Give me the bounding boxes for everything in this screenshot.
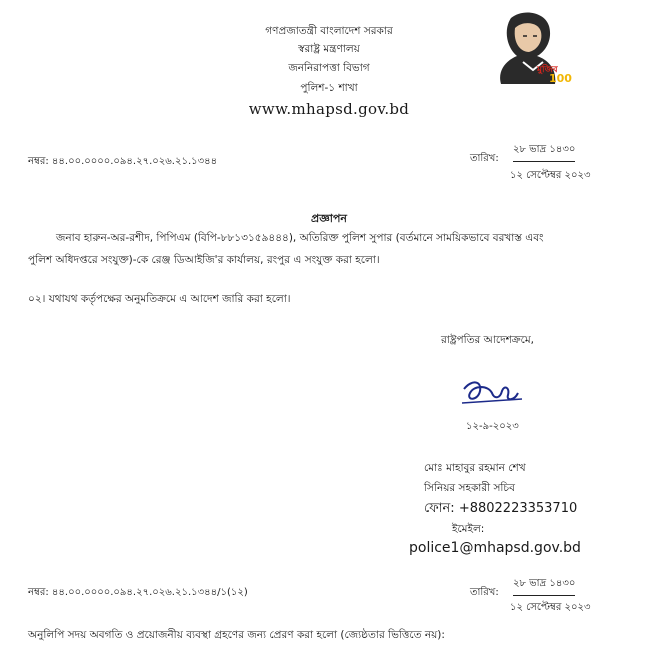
date-english: ১২ সেপ্টেম্বর ২০২৩ — [510, 170, 591, 181]
copy-date-bangla: ২৮ ভাদ্র ১৪৩০ — [513, 576, 575, 596]
website-link[interactable]: www.mhapsd.gov.bd — [248, 100, 410, 118]
body-paragraph-1-line-1: জনাব হারুন-অর-রশীদ, পিপিএম (বিপি-৮৮১৩১৫৯৪৪৪), অতিরিক্ত পুলিশ সুপার (বর্তমানে সাময়িকভাবে বরখাস্ত এবং — [56, 232, 544, 244]
copy-date-label: তারিখ: — [470, 587, 499, 598]
signatory-email[interactable]: police1@mhapsd.gov.bd — [409, 540, 581, 556]
body-paragraph-2: ০২। যথাযথ কর্তৃপক্ষের অনুমতিক্রমে এ আদেশ জারি করা হলো। — [28, 293, 291, 305]
handwritten-signature-icon — [458, 375, 526, 409]
email-label: ইমেইল: — [452, 523, 485, 535]
section-name: পুলিশ-১ শাখা — [300, 82, 358, 94]
division-name: জননিরাপত্তা বিভাগ — [288, 62, 370, 74]
order-line: রাষ্ট্রপতির আদেশক্রমে, — [441, 334, 534, 346]
signatory-designation: সিনিয়র সহকারী সচিব — [424, 482, 515, 494]
copy-date-english: ১২ সেপ্টেম্বর ২০২৩ — [510, 602, 591, 613]
distribution-line: অনুলিপি সদয় অবগতি ও প্রয়োজনীয় ব্যবস্থা গ্রহণের জন্য প্রেরণ করা হলো (জ্যেষ্ঠতার ভিত্তিতে নয়): — [28, 629, 445, 641]
ministry-name: স্বরাষ্ট্র মন্ত্রণালয় — [298, 43, 360, 55]
mujib-100-logo — [493, 10, 577, 86]
signatory-phone: ফোন: +8802223353710 — [424, 501, 578, 516]
body-paragraph-1-line-2: পুলিশ অধিদপ্তরে সংযুক্ত)-কে রেঞ্জ ডিআইজি'র কার্যালয়, রংপুর এ সংযুক্ত করা হলো। — [28, 254, 380, 266]
svg-text:মুজিব: মুজিব — [537, 65, 558, 75]
signature-date: ১২-৯-২০২৩ — [466, 421, 519, 432]
signatory-name: মোঃ মাহাবুর রহমান শেখ — [424, 462, 526, 474]
copy-memo-number: নম্বর: ৪৪.০০.০০০০.০৯৪.২৭.০২৬.২১.১৩৪৪/১(১২) — [28, 587, 248, 598]
date-label: তারিখ: — [470, 153, 499, 164]
signature-mark — [458, 375, 526, 413]
svg-text:100: 100 — [549, 72, 572, 85]
date-bangla: ২৮ ভাদ্র ১৪৩০ — [513, 142, 575, 162]
memo-number: নম্বর: ৪৪.০০.০০০০.০৯৪.২৭.০২৬.২১.১৩৪৪ — [28, 156, 218, 167]
govt-name: গণপ্রজাতন্ত্রী বাংলাদেশ সরকার — [265, 25, 393, 37]
document-title: প্রজ্ঞাপন — [311, 212, 347, 225]
mujib-portrait-icon — [493, 10, 577, 86]
